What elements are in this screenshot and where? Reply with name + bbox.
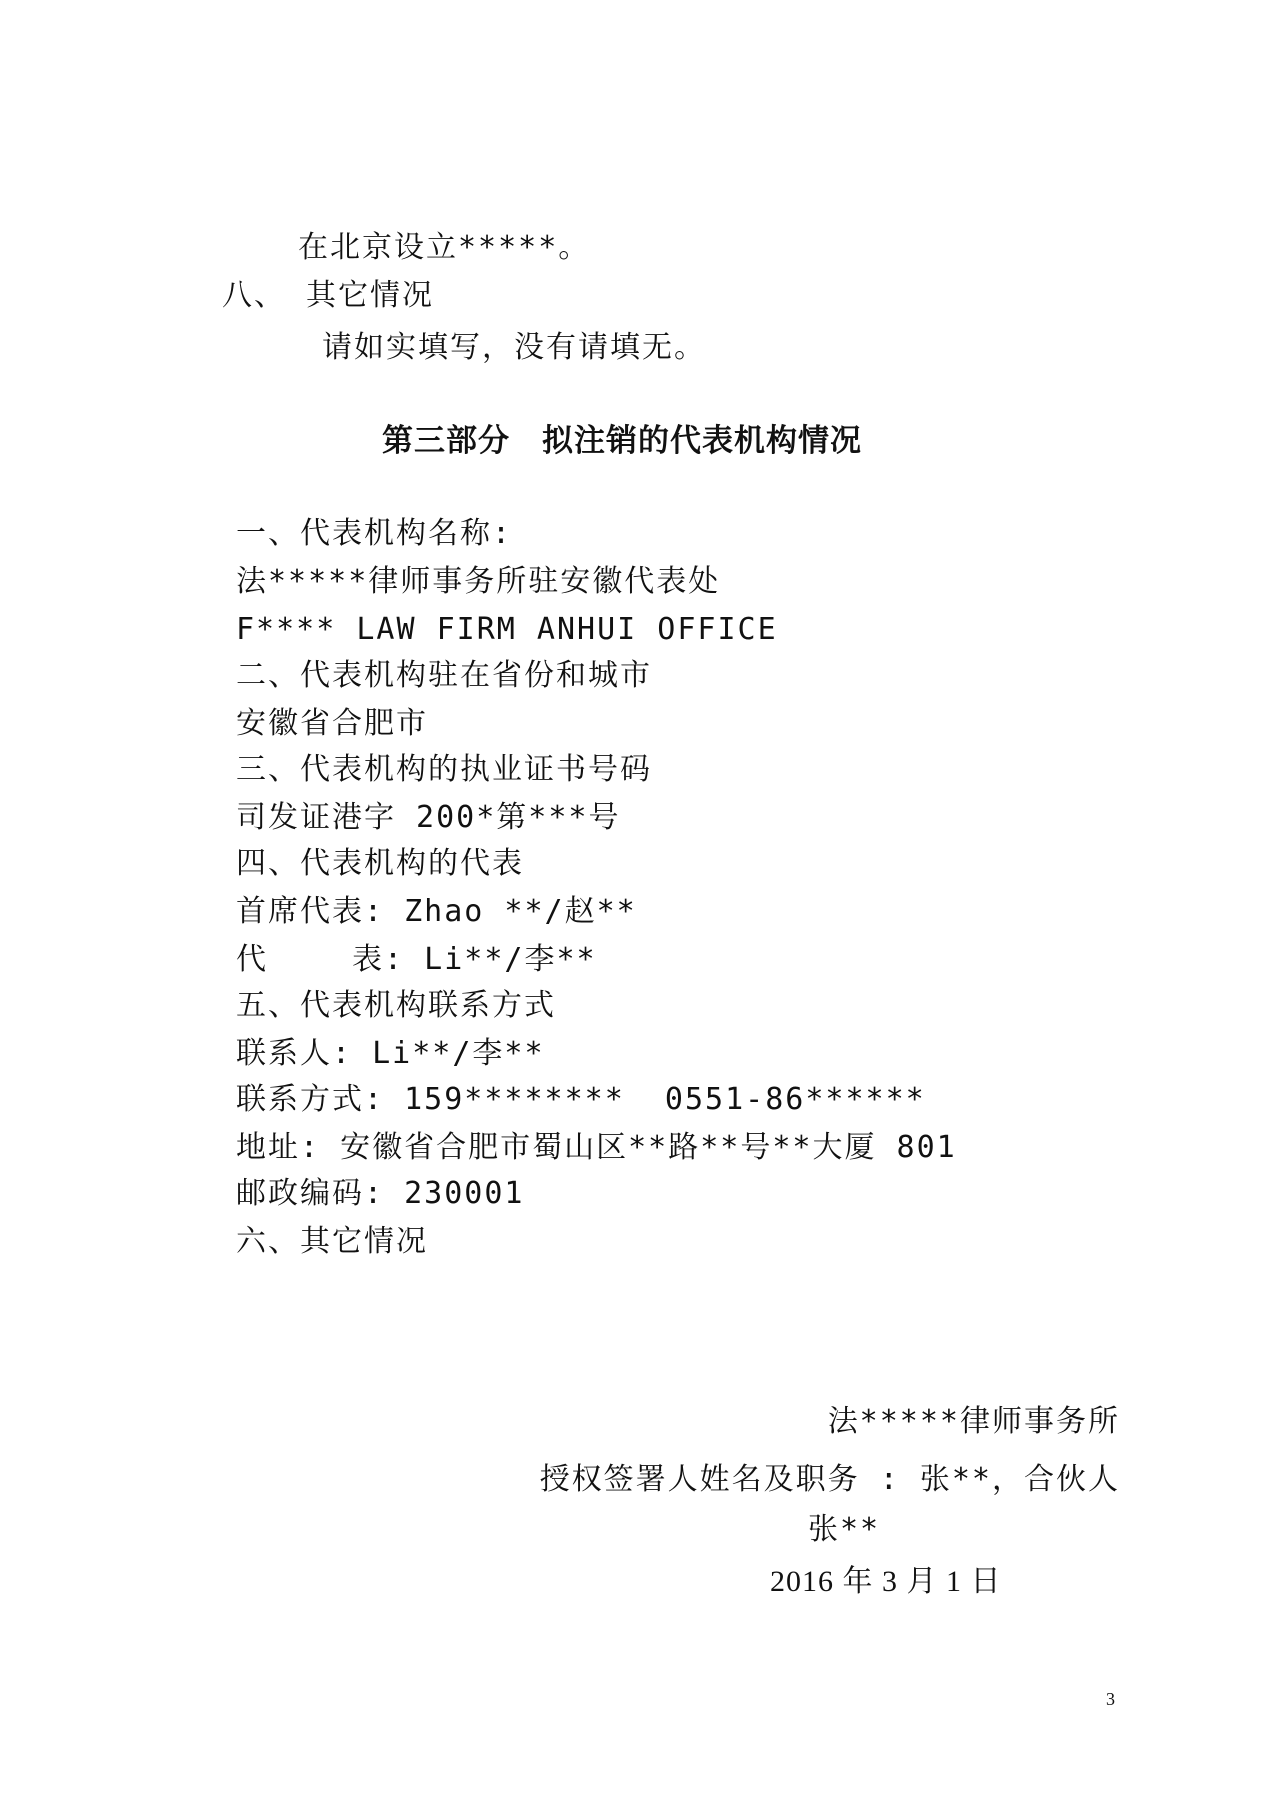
page-number: 3 [1106, 1689, 1115, 1709]
address: 地址: 安徽省合肥市蜀山区**路**号**大厦 801 [236, 1130, 957, 1165]
signature-firm: 法*****律师事务所 [827, 1404, 1120, 1439]
section-4-heading: 四、代表机构的代表 [236, 846, 524, 881]
province-city: 安徽省合肥市 [236, 706, 428, 741]
postal-code: 邮政编码: 230001 [236, 1176, 525, 1211]
contact-phone: 联系方式: 159******** 0551-86****** [236, 1082, 926, 1117]
license-number: 司发证港字 200*第***号 [236, 800, 621, 835]
section-8-body: 请如实填写，没有请填无。 [322, 330, 706, 365]
continuation-text: 在北京设立*****。 [298, 230, 591, 265]
office-name-en: F**** LAW FIRM ANHUI OFFICE [236, 612, 778, 647]
contact-person: 联系人: Li**/李** [236, 1036, 545, 1071]
section-2-heading: 二、代表机构驻在省份和城市 [236, 658, 652, 693]
section-8-heading: 八、 其它情况 [222, 278, 435, 313]
representative: 代 表: Li**/李** [236, 942, 597, 977]
signatory-name: 张** [808, 1512, 881, 1547]
signature-date: 2016 年 3 月 1 日 [770, 1565, 1002, 1598]
signatory-title: 授权签署人姓名及职务 : 张**，合伙人 [539, 1462, 1120, 1497]
section-6-heading: 六、其它情况 [236, 1224, 428, 1259]
office-name-cn: 法*****律师事务所驻安徽代表处 [236, 564, 721, 599]
section-3-heading: 三、代表机构的执业证书号码 [236, 752, 652, 787]
section-5-heading: 五、代表机构联系方式 [236, 988, 556, 1023]
chief-representative: 首席代表: Zhao **/赵** [236, 894, 637, 929]
section-1-heading: 一、代表机构名称: [236, 516, 513, 551]
part-3-title: 第三部分 拟注销的代表机构情况 [382, 423, 862, 459]
